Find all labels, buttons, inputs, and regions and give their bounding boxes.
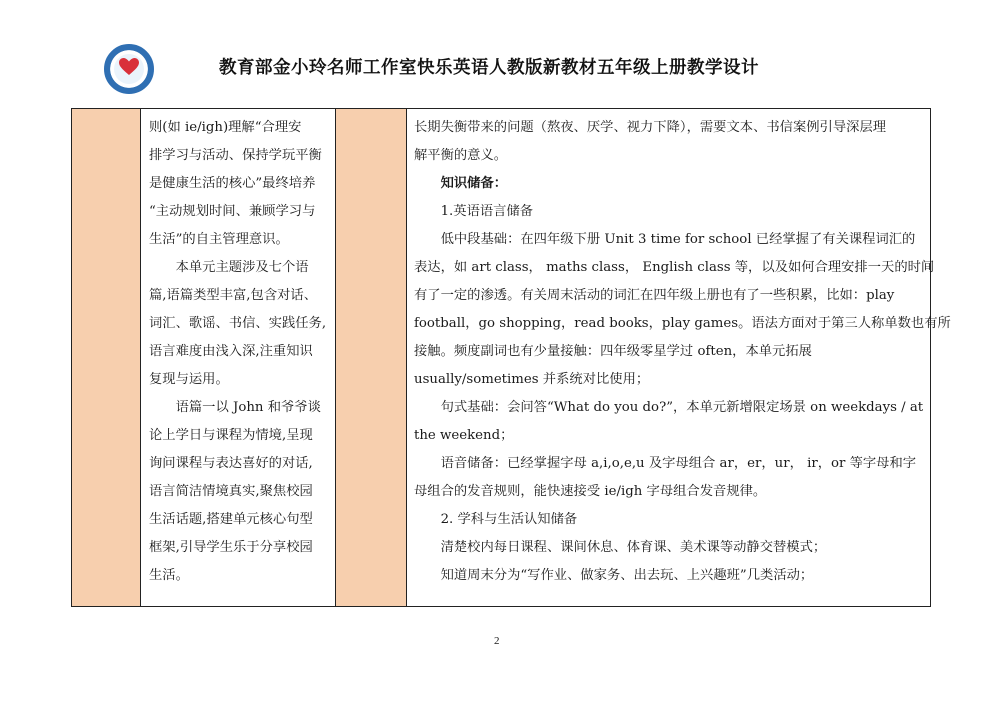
left-text-line: 则(如 ie/igh)理解“合理安: [149, 120, 302, 135]
left-text-line: 生活。: [149, 568, 189, 583]
heart-icon: [118, 57, 140, 77]
left-text-line: 询问课程与表达喜好的对话,: [149, 456, 313, 471]
right-text-line: 2. 学科与生活认知储备: [414, 512, 578, 527]
right-text-line: 有了一定的渗透。有关周末活动的词汇在四年级上册也有了一些积累，比如：play: [414, 288, 895, 303]
right-text-line: usually/sometimes 并系统对比使用；: [414, 372, 650, 387]
right-text-line: 低中段基础：在四年级下册 Unit 3 time for school 已经掌握了有关课程词汇的: [414, 232, 916, 247]
left-text-line: 生活话题,搭建单元核心句型: [149, 512, 313, 527]
left-text-line: 是健康生活的核心”最终培养: [149, 176, 316, 191]
right-text-line: 清楚校内每日课程、课间休息、体育课、美术课等动静交替模式；: [414, 540, 827, 555]
right-text-line: 母组合的发音规则，能快速接受 ie/igh 字母组合发音规律。: [414, 484, 767, 499]
left-text-line: 本单元主题涉及七个语: [149, 260, 309, 275]
left-text-line: 生活”的自主管理意识。: [149, 232, 289, 247]
left-text-line: 排学习与活动、保持学玩平衡: [149, 148, 322, 163]
left-text-line: 语篇一以 John 和爷爷谈: [149, 400, 321, 415]
label-column-left: [72, 109, 141, 606]
left-text-line: “主动规划时间、兼顾学习与: [149, 204, 316, 219]
right-text-line: 语音储备：已经掌握字母 a,i,o,e,u 及字母组合 ar，er，ur， ir，or 等字母和字: [414, 456, 917, 471]
page-title: 教育部金小玲名师工作室快乐英语人教版新教材五年级上册教学设计: [219, 58, 759, 78]
left-text-line: 论上学日与课程为情境,呈现: [149, 428, 313, 443]
left-text-line: 词汇、歌谣、书信、实践任务,: [149, 316, 327, 331]
right-text-line: 1.英语语言储备: [414, 204, 534, 219]
learner-analysis-cell: [407, 109, 951, 606]
left-text-line: 篇,语篇类型丰富,包含对话、: [149, 288, 318, 303]
right-text-line: 知道周末分为“写作业、做家务、出去玩、上兴趣班”几类活动；: [414, 568, 814, 583]
section-heading: 知识储备：: [414, 176, 508, 191]
design-table: [71, 108, 951, 607]
right-text-line: football，go shopping，read books，play games。语法方面对于第三人称单数也有所: [414, 316, 951, 331]
page-number: 2: [494, 635, 500, 647]
left-text-line: 框架,引导学生乐于分享校园: [149, 540, 313, 555]
right-text-line: 表达，如 art class， maths class， English class 等，以及如何合理安排一天的时间: [414, 260, 935, 275]
label-column-right: [336, 109, 407, 606]
left-text-line: 复现与运用。: [149, 372, 229, 387]
right-text-line: 句式基础：会问答“What do you do?”，本单元新增限定场景 on weekdays / at: [414, 400, 924, 415]
right-text-line: 解平衡的意义。: [414, 148, 508, 163]
right-text-line: 接触。频度副词也有少量接触：四年级零星学过 often，本单元拓展: [414, 344, 812, 359]
left-text-line: 语言难度由浅入深,注重知识: [149, 344, 313, 359]
page-header: [0, 0, 1000, 100]
studio-logo: [104, 44, 154, 94]
unit-analysis-cell: [141, 109, 336, 606]
right-text-line: 长期失衡带来的问题（熬夜、厌学、视力下降），需要文本、书信案例引导深层理: [414, 120, 887, 135]
left-text-line: 语言简洁情境真实,聚焦校园: [149, 484, 313, 499]
right-text-line: the weekend；: [414, 428, 514, 443]
